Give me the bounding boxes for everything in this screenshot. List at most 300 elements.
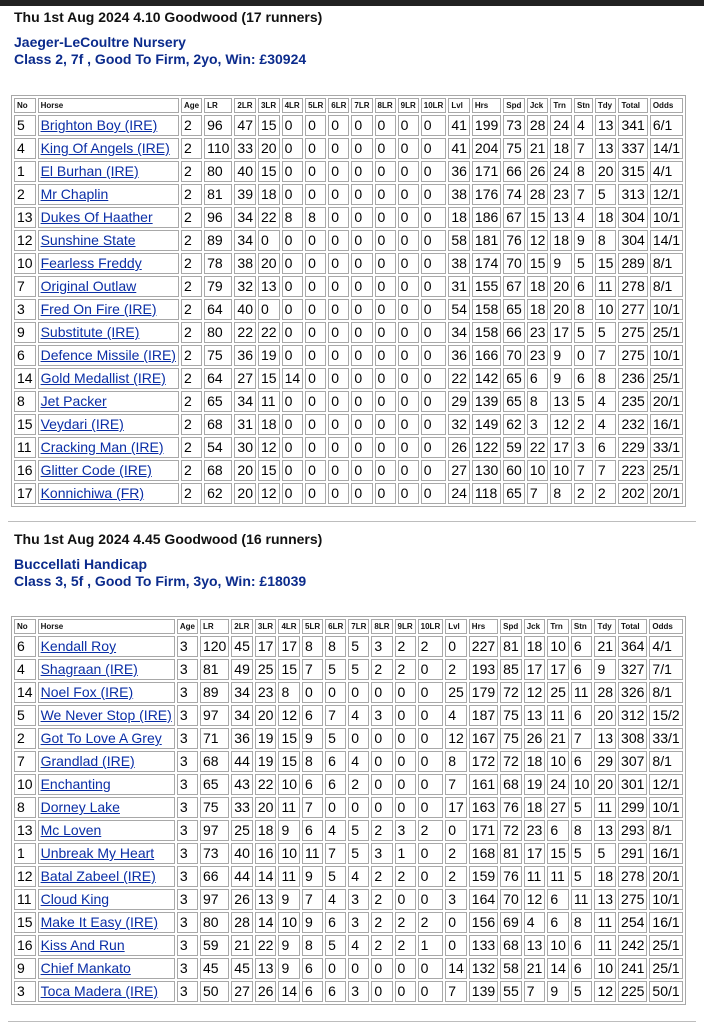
cell-3lr: 12 bbox=[258, 437, 280, 458]
cell-no: 9 bbox=[14, 958, 36, 979]
cell-lr: 75 bbox=[200, 797, 229, 818]
horse-link[interactable]: Chief Mankato bbox=[40, 960, 131, 976]
cell-lvl: 27 bbox=[448, 460, 470, 481]
column-header-lvl: Lvl bbox=[445, 619, 467, 634]
cell-odds: 12/1 bbox=[650, 184, 683, 205]
cell-total: 312 bbox=[618, 705, 647, 726]
cell-4lr: 11 bbox=[278, 797, 300, 818]
cell-total: 242 bbox=[618, 935, 647, 956]
cell-age: 3 bbox=[177, 935, 198, 956]
cell-stn: 6 bbox=[571, 935, 593, 956]
cell-3lr: 17 bbox=[255, 636, 277, 657]
cell-6lr: 7 bbox=[325, 843, 346, 864]
horse-link[interactable]: Got To Love A Grey bbox=[40, 730, 162, 746]
race-details: Class 2, 7f , Good To Firm, 2yo, Win: £30924 bbox=[14, 51, 307, 67]
column-header-horse: Horse bbox=[38, 619, 175, 634]
cell-3lr: 19 bbox=[258, 345, 280, 366]
cell-odds: 8/1 bbox=[650, 276, 683, 297]
table-row bbox=[14, 230, 683, 251]
cell-spd: 85 bbox=[500, 659, 522, 680]
horse-cell bbox=[38, 958, 175, 979]
cell-5lr: 7 bbox=[302, 797, 323, 818]
cell-5lr: 6 bbox=[302, 958, 323, 979]
cell-hrs: 155 bbox=[472, 276, 501, 297]
cell-stn: 5 bbox=[571, 843, 593, 864]
cell-spd: 75 bbox=[500, 728, 522, 749]
cell-5lr: 6 bbox=[302, 774, 323, 795]
horse-link[interactable]: Unbreak My Heart bbox=[40, 845, 155, 861]
cell-stn: 8 bbox=[571, 912, 593, 933]
cell-3lr: 22 bbox=[255, 774, 277, 795]
cell-trn: 10 bbox=[547, 751, 569, 772]
cell-2lr: 36 bbox=[231, 728, 253, 749]
horse-cell bbox=[38, 207, 179, 228]
horse-link[interactable]: Noel Fox (IRE) bbox=[40, 684, 134, 700]
cell-jck: 18 bbox=[527, 299, 549, 320]
cell-3lr: 25 bbox=[255, 659, 277, 680]
column-header-odds: Odds bbox=[649, 619, 682, 634]
horse-link[interactable]: Jet Packer bbox=[40, 393, 107, 409]
cell-lvl: 38 bbox=[448, 184, 470, 205]
cell-4lr: 15 bbox=[278, 751, 300, 772]
cell-2lr: 26 bbox=[231, 889, 253, 910]
horse-link[interactable]: Veydari (IRE) bbox=[40, 416, 124, 432]
cell-odds: 16/1 bbox=[649, 843, 682, 864]
cell-6lr: 0 bbox=[328, 115, 349, 136]
cell-lvl: 8 bbox=[445, 751, 467, 772]
cell-trn: 27 bbox=[547, 797, 569, 818]
horse-link[interactable]: Kendall Roy bbox=[40, 638, 117, 654]
cell-hrs: 204 bbox=[472, 138, 501, 159]
table-row bbox=[14, 659, 683, 680]
cell-9lr: 0 bbox=[398, 184, 419, 205]
cell-lr: 97 bbox=[200, 820, 229, 841]
column-header-8lr: 8LR bbox=[375, 98, 396, 113]
cell-8lr: 0 bbox=[375, 437, 396, 458]
cell-odds: 12/1 bbox=[649, 774, 682, 795]
cell-odds: 20/1 bbox=[650, 483, 683, 504]
cell-10lr: 0 bbox=[418, 751, 444, 772]
cell-10lr: 0 bbox=[421, 460, 447, 481]
column-header-tdy: Tdy bbox=[594, 619, 616, 634]
cell-total: 229 bbox=[618, 437, 647, 458]
horse-link[interactable]: Substitute (IRE) bbox=[40, 324, 140, 340]
horse-link[interactable]: Glitter Code (IRE) bbox=[40, 462, 152, 478]
horse-link[interactable]: Kiss And Run bbox=[40, 937, 125, 953]
cell-spd: 70 bbox=[503, 253, 525, 274]
cell-age: 3 bbox=[177, 912, 198, 933]
cell-8lr: 0 bbox=[375, 276, 396, 297]
cell-tdy: 8 bbox=[595, 368, 617, 389]
cell-jck: 21 bbox=[524, 958, 546, 979]
cell-spd: 70 bbox=[500, 889, 522, 910]
cell-5lr: 7 bbox=[302, 659, 323, 680]
cell-no: 7 bbox=[14, 276, 36, 297]
cell-spd: 72 bbox=[500, 820, 522, 841]
cell-lr: 80 bbox=[200, 912, 229, 933]
cell-7lr: 0 bbox=[351, 322, 372, 343]
cell-9lr: 0 bbox=[398, 161, 419, 182]
cell-2lr: 21 bbox=[231, 935, 253, 956]
cell-hrs: 118 bbox=[472, 483, 501, 504]
cell-10lr: 0 bbox=[421, 368, 447, 389]
column-header-hrs: Hrs bbox=[472, 98, 501, 113]
cell-10lr: 0 bbox=[421, 207, 447, 228]
cell-5lr: 0 bbox=[305, 276, 326, 297]
cell-7lr: 0 bbox=[351, 138, 372, 159]
cell-odds: 10/1 bbox=[650, 299, 683, 320]
cell-no: 7 bbox=[14, 751, 36, 772]
horse-link[interactable]: Enchanting bbox=[40, 776, 111, 792]
cell-stn: 7 bbox=[574, 184, 593, 205]
cell-spd: 72 bbox=[500, 751, 522, 772]
column-header-10lr: 10LR bbox=[418, 619, 444, 634]
horse-link[interactable]: Fred On Fire (IRE) bbox=[40, 301, 157, 317]
column-header-lvl: Lvl bbox=[448, 98, 470, 113]
cell-6lr: 0 bbox=[328, 345, 349, 366]
cell-4lr: 10 bbox=[278, 912, 300, 933]
cell-age: 3 bbox=[177, 981, 198, 1002]
cell-4lr: 15 bbox=[278, 728, 300, 749]
cell-trn: 21 bbox=[547, 728, 569, 749]
cell-lvl: 26 bbox=[448, 437, 470, 458]
cell-3lr: 22 bbox=[258, 207, 280, 228]
cell-7lr: 0 bbox=[351, 414, 372, 435]
cell-6lr: 0 bbox=[328, 391, 349, 412]
cell-hrs: 161 bbox=[469, 774, 498, 795]
cell-lvl: 36 bbox=[448, 161, 470, 182]
cell-8lr: 0 bbox=[375, 345, 396, 366]
cell-trn: 9 bbox=[550, 253, 572, 274]
cell-9lr: 0 bbox=[398, 253, 419, 274]
cell-tdy: 11 bbox=[595, 276, 617, 297]
cell-age: 2 bbox=[181, 184, 202, 205]
cell-age: 2 bbox=[181, 391, 202, 412]
cell-stn: 6 bbox=[571, 705, 593, 726]
cell-8lr: 2 bbox=[371, 820, 392, 841]
horse-link[interactable]: Cracking Man (IRE) bbox=[40, 439, 164, 455]
cell-trn: 10 bbox=[547, 636, 569, 657]
cell-jck: 12 bbox=[524, 682, 546, 703]
race-card-2 bbox=[0, 530, 704, 999]
cell-tdy: 13 bbox=[594, 820, 616, 841]
column-header-horse: Horse bbox=[38, 98, 179, 113]
cell-odds: 10/1 bbox=[650, 345, 683, 366]
cell-no: 14 bbox=[14, 682, 36, 703]
cell-total: 223 bbox=[618, 460, 647, 481]
cell-5lr: 0 bbox=[305, 299, 326, 320]
cell-no: 14 bbox=[14, 368, 36, 389]
column-header-stn: Stn bbox=[574, 98, 593, 113]
cell-jck: 7 bbox=[524, 981, 546, 1002]
cell-3lr: 13 bbox=[255, 958, 277, 979]
cell-jck: 22 bbox=[527, 437, 549, 458]
column-header-spd: Spd bbox=[503, 98, 525, 113]
cell-lvl: 14 bbox=[445, 958, 467, 979]
cell-10lr: 0 bbox=[421, 414, 447, 435]
cell-2lr: 40 bbox=[231, 843, 253, 864]
cell-age: 3 bbox=[177, 636, 198, 657]
cell-lr: 78 bbox=[204, 253, 232, 274]
horse-link[interactable]: Sunshine State bbox=[40, 232, 136, 248]
cell-spd: 65 bbox=[503, 299, 525, 320]
cell-7lr: 0 bbox=[351, 253, 372, 274]
cell-age: 3 bbox=[177, 866, 198, 887]
cell-age: 3 bbox=[177, 659, 198, 680]
horse-link[interactable]: Mc Loven bbox=[40, 822, 102, 838]
cell-stn: 8 bbox=[571, 820, 593, 841]
cell-stn: 5 bbox=[571, 797, 593, 818]
horse-link[interactable]: Dukes Of Haather bbox=[40, 209, 153, 225]
cell-lvl: 32 bbox=[448, 414, 470, 435]
cell-jck: 11 bbox=[524, 866, 546, 887]
column-header-hrs: Hrs bbox=[469, 619, 498, 634]
cell-10lr: 0 bbox=[421, 184, 447, 205]
cell-6lr: 0 bbox=[328, 460, 349, 481]
cell-trn: 17 bbox=[550, 322, 572, 343]
table-row bbox=[14, 958, 683, 979]
cell-10lr: 0 bbox=[418, 843, 444, 864]
cell-odds: 8/1 bbox=[650, 253, 683, 274]
cell-6lr: 8 bbox=[325, 636, 346, 657]
cell-hrs: 174 bbox=[472, 253, 501, 274]
column-header-8lr: 8LR bbox=[371, 619, 392, 634]
cell-lvl: 0 bbox=[445, 935, 467, 956]
horse-link[interactable]: Grandlad (IRE) bbox=[40, 753, 135, 769]
cell-hrs: 164 bbox=[469, 889, 498, 910]
horse-link[interactable]: Original Outlaw bbox=[40, 278, 137, 294]
cell-lvl: 7 bbox=[445, 774, 467, 795]
cell-7lr: 3 bbox=[348, 981, 369, 1002]
cell-total: 315 bbox=[618, 161, 647, 182]
cell-lvl: 22 bbox=[448, 368, 470, 389]
cell-jck: 4 bbox=[524, 912, 546, 933]
cell-spd: 67 bbox=[503, 207, 525, 228]
cell-age: 3 bbox=[177, 820, 198, 841]
horse-cell bbox=[38, 368, 179, 389]
cell-7lr: 3 bbox=[348, 912, 369, 933]
cell-3lr: 20 bbox=[258, 138, 280, 159]
cell-stn: 11 bbox=[571, 682, 593, 703]
top-status-bar bbox=[0, 0, 704, 6]
table-row bbox=[14, 184, 683, 205]
cell-6lr: 0 bbox=[325, 682, 346, 703]
cell-no: 10 bbox=[14, 253, 36, 274]
cell-odds: 25/1 bbox=[649, 958, 682, 979]
cell-lr: 97 bbox=[200, 705, 229, 726]
cell-5lr: 8 bbox=[302, 935, 323, 956]
cell-2lr: 33 bbox=[231, 797, 253, 818]
cell-total: 308 bbox=[618, 728, 647, 749]
cell-6lr: 0 bbox=[325, 797, 346, 818]
table-row bbox=[14, 437, 683, 458]
cell-9lr: 0 bbox=[398, 437, 419, 458]
cell-jck: 6 bbox=[527, 368, 549, 389]
cell-age: 2 bbox=[181, 253, 202, 274]
horse-link[interactable]: King Of Angels (IRE) bbox=[40, 140, 170, 156]
cell-age: 2 bbox=[181, 230, 202, 251]
cell-lr: 96 bbox=[204, 207, 232, 228]
horse-link[interactable]: Fearless Freddy bbox=[40, 255, 142, 271]
cell-6lr: 0 bbox=[328, 161, 349, 182]
cell-8lr: 2 bbox=[371, 889, 392, 910]
cell-stn: 7 bbox=[571, 728, 593, 749]
cell-10lr: 0 bbox=[421, 138, 447, 159]
cell-8lr: 2 bbox=[371, 912, 392, 933]
horse-link[interactable]: Mr Chaplin bbox=[40, 186, 109, 202]
table-row bbox=[14, 889, 683, 910]
horse-link[interactable]: Dorney Lake bbox=[40, 799, 120, 815]
horse-link[interactable]: Cloud King bbox=[40, 891, 110, 907]
cell-spd: 81 bbox=[500, 636, 522, 657]
cell-age: 2 bbox=[181, 483, 202, 504]
race-name: Jaeger-LeCoultre Nursery bbox=[14, 34, 186, 50]
cell-7lr: 0 bbox=[351, 161, 372, 182]
cell-total: 326 bbox=[618, 682, 647, 703]
cell-hrs: 186 bbox=[472, 207, 501, 228]
cell-hrs: 166 bbox=[472, 345, 501, 366]
horse-cell bbox=[38, 797, 175, 818]
table-row bbox=[14, 728, 683, 749]
column-header-no: No bbox=[14, 619, 36, 634]
cell-10lr: 0 bbox=[418, 866, 444, 887]
cell-10lr: 0 bbox=[418, 889, 444, 910]
cell-4lr: 8 bbox=[278, 682, 300, 703]
cell-2lr: 31 bbox=[234, 414, 256, 435]
cell-age: 2 bbox=[181, 368, 202, 389]
cell-6lr: 5 bbox=[325, 935, 346, 956]
cell-8lr: 0 bbox=[375, 138, 396, 159]
cell-spd: 66 bbox=[503, 161, 525, 182]
cell-hrs: 171 bbox=[472, 161, 501, 182]
horse-link[interactable]: Toca Madera (IRE) bbox=[40, 983, 159, 999]
cell-no: 12 bbox=[14, 866, 36, 887]
cell-8lr: 3 bbox=[371, 636, 392, 657]
cell-age: 2 bbox=[181, 299, 202, 320]
cell-trn: 18 bbox=[550, 138, 572, 159]
cell-5lr: 0 bbox=[305, 115, 326, 136]
cell-stn: 3 bbox=[574, 437, 593, 458]
cell-10lr: 0 bbox=[418, 797, 444, 818]
cell-lvl: 4 bbox=[445, 705, 467, 726]
cell-jck: 19 bbox=[524, 774, 546, 795]
horse-link[interactable]: We Never Stop (IRE) bbox=[40, 707, 172, 723]
cell-8lr: 0 bbox=[375, 483, 396, 504]
table-row bbox=[14, 774, 683, 795]
cell-spd: 68 bbox=[500, 774, 522, 795]
cell-10lr: 0 bbox=[421, 483, 447, 504]
cell-lvl: 25 bbox=[445, 682, 467, 703]
cell-stn: 6 bbox=[571, 636, 593, 657]
cell-lr: 71 bbox=[200, 728, 229, 749]
cell-lvl: 41 bbox=[448, 115, 470, 136]
horse-link[interactable]: Make It Easy (IRE) bbox=[40, 914, 159, 930]
cell-4lr: 0 bbox=[282, 483, 304, 504]
cell-spd: 69 bbox=[500, 912, 522, 933]
cell-6lr: 0 bbox=[328, 253, 349, 274]
column-header-jck: Jck bbox=[527, 98, 549, 113]
horse-link[interactable]: Batal Zabeel (IRE) bbox=[40, 868, 156, 884]
cell-6lr: 4 bbox=[325, 820, 346, 841]
cell-6lr: 0 bbox=[328, 207, 349, 228]
cell-hrs: 167 bbox=[469, 728, 498, 749]
cell-9lr: 1 bbox=[395, 843, 416, 864]
cell-odds: 6/1 bbox=[650, 115, 683, 136]
cell-trn: 13 bbox=[550, 391, 572, 412]
table-header bbox=[14, 98, 683, 113]
horse-link[interactable]: Gold Medallist (IRE) bbox=[40, 370, 166, 386]
cell-hrs: 181 bbox=[472, 230, 501, 251]
cell-3lr: 15 bbox=[258, 368, 280, 389]
horse-link[interactable]: Brighton Boy (IRE) bbox=[40, 117, 158, 133]
cell-tdy: 28 bbox=[594, 682, 616, 703]
column-header-trn: Trn bbox=[547, 619, 569, 634]
cell-tdy: 13 bbox=[594, 728, 616, 749]
cell-6lr: 0 bbox=[328, 230, 349, 251]
cell-no: 4 bbox=[14, 659, 36, 680]
cell-jck: 18 bbox=[524, 751, 546, 772]
cell-10lr: 0 bbox=[421, 391, 447, 412]
horse-cell bbox=[38, 345, 179, 366]
cell-lvl: 2 bbox=[445, 659, 467, 680]
cell-2lr: 38 bbox=[234, 253, 256, 274]
cell-9lr: 0 bbox=[398, 207, 419, 228]
horse-link[interactable]: Defence Missile (IRE) bbox=[40, 347, 176, 363]
column-header-no: No bbox=[14, 98, 36, 113]
cell-3lr: 11 bbox=[258, 391, 280, 412]
horse-link[interactable]: Shagraan (IRE) bbox=[40, 661, 138, 677]
cell-lr: 68 bbox=[204, 414, 232, 435]
cell-jck: 3 bbox=[527, 414, 549, 435]
cell-8lr: 0 bbox=[375, 322, 396, 343]
horse-link[interactable]: Konnichiwa (FR) bbox=[40, 485, 145, 501]
cell-tdy: 11 bbox=[594, 912, 616, 933]
horse-cell bbox=[38, 437, 179, 458]
cell-spd: 59 bbox=[503, 437, 525, 458]
cell-stn: 4 bbox=[574, 207, 593, 228]
cell-8lr: 0 bbox=[375, 115, 396, 136]
cell-stn: 9 bbox=[574, 230, 593, 251]
cell-4lr: 0 bbox=[282, 391, 304, 412]
cell-6lr: 6 bbox=[325, 981, 346, 1002]
horse-cell bbox=[38, 161, 179, 182]
cell-6lr: 6 bbox=[325, 751, 346, 772]
cell-trn: 17 bbox=[550, 437, 572, 458]
cell-odds: 16/1 bbox=[649, 912, 682, 933]
cell-8lr: 0 bbox=[375, 391, 396, 412]
cell-trn: 9 bbox=[550, 368, 572, 389]
race-details: Class 3, 5f , Good To Firm, 3yo, Win: £18039 bbox=[14, 573, 307, 589]
cell-8lr: 0 bbox=[371, 797, 392, 818]
horse-link[interactable]: El Burhan (IRE) bbox=[40, 163, 139, 179]
table-row bbox=[14, 935, 683, 956]
column-header-odds: Odds bbox=[650, 98, 683, 113]
cell-6lr: 5 bbox=[325, 659, 346, 680]
cell-total: 313 bbox=[618, 184, 647, 205]
cell-trn: 12 bbox=[550, 414, 572, 435]
cell-10lr: 0 bbox=[421, 345, 447, 366]
column-header-spd: Spd bbox=[500, 619, 522, 634]
cell-lr: 54 bbox=[204, 437, 232, 458]
cell-3lr: 13 bbox=[255, 889, 277, 910]
cell-jck: 13 bbox=[524, 705, 546, 726]
cell-jck: 21 bbox=[527, 138, 549, 159]
cell-no: 1 bbox=[14, 161, 36, 182]
column-header-5lr: 5LR bbox=[305, 98, 326, 113]
cell-hrs: 179 bbox=[469, 682, 498, 703]
cell-trn: 24 bbox=[550, 161, 572, 182]
cell-7lr: 0 bbox=[351, 368, 372, 389]
